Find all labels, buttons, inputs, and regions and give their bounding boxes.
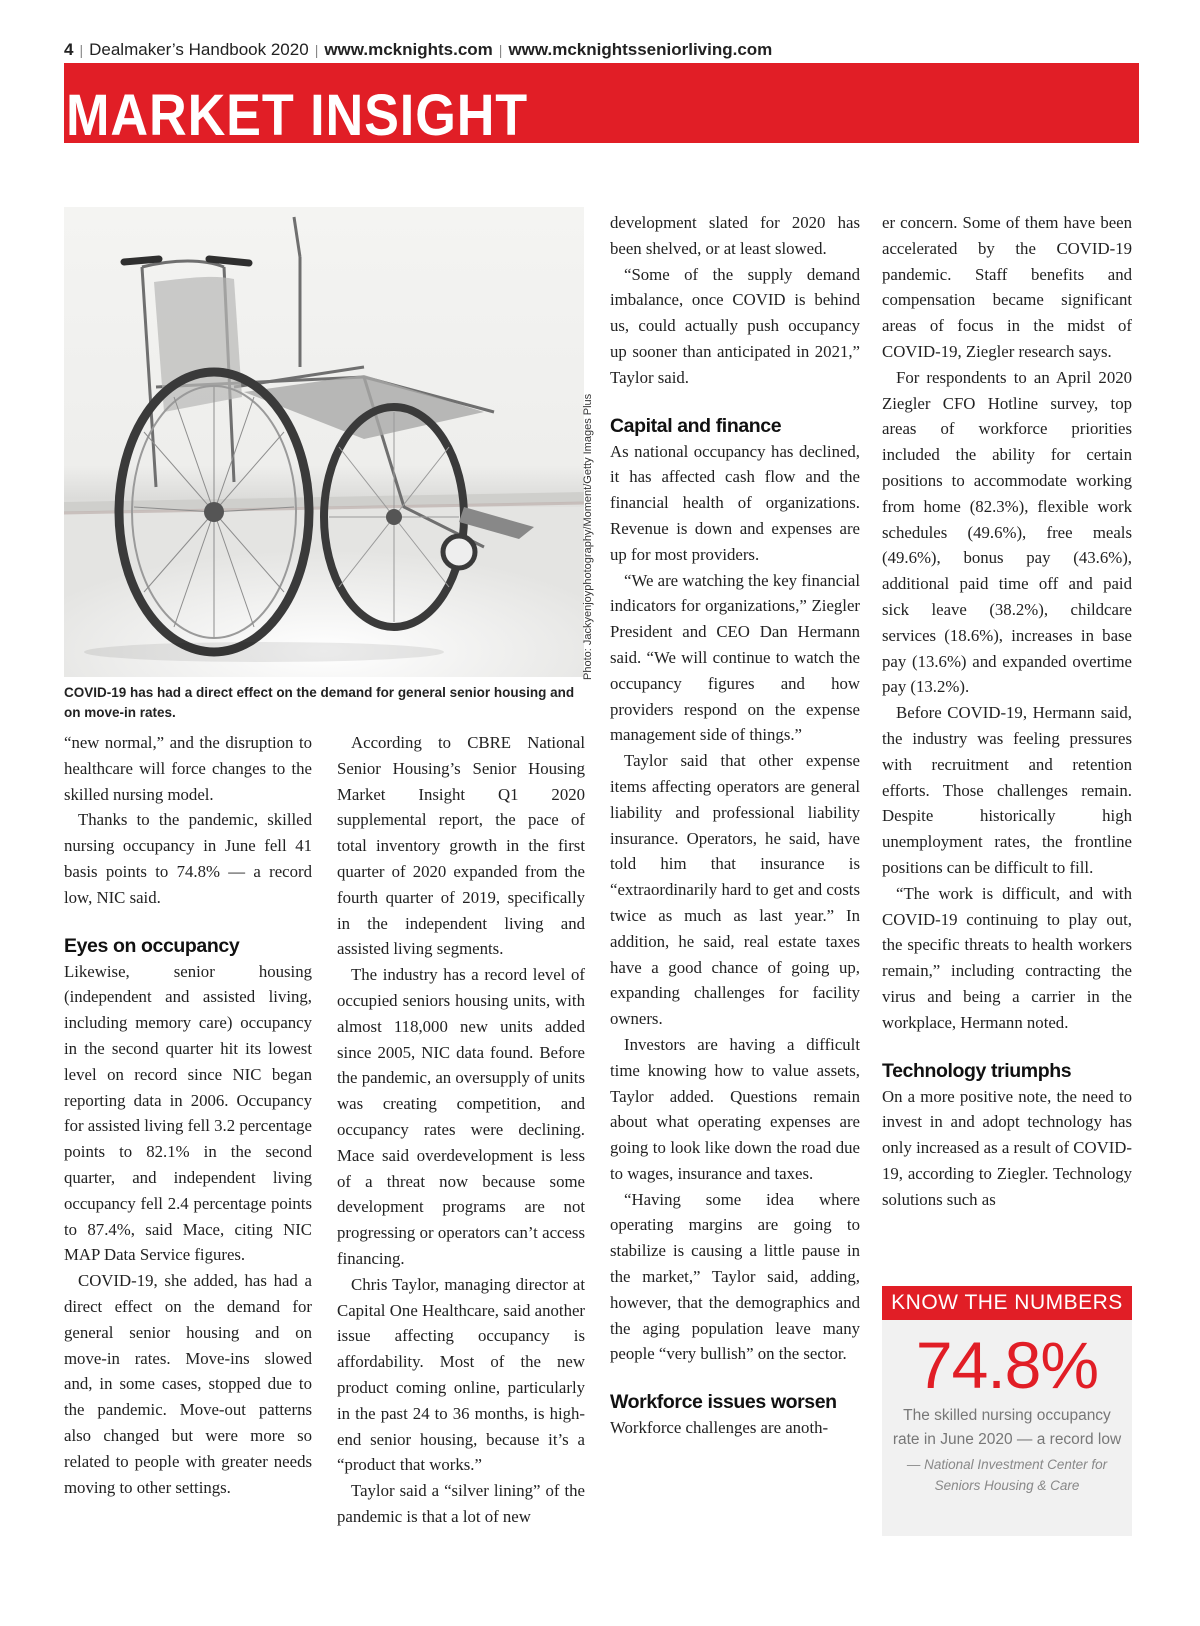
paragraph: er concern. Some of them have been accelerated by the COVID-19 pandemic. Staff benefits and compensation became significant areas of focus in the midst of COVID-19, Ziegler research says. — [882, 213, 1132, 361]
paragraph: The industry has a record level of occupied seniors housing units, with almost 118,000 new units added since 2005, NIC data found. Before the pandemic, an oversupply of units was creating competition, and occupancy rates were declining. Mace said overdevelopment is less of a threat now because some development programs are not progressing or operators can’t access financing. — [337, 965, 585, 1268]
paragraph: For respondents to an April 2020 Ziegler CFO Hotline survey, top areas of workforce priorities included the ability for certain positions to accommodate working from home (82.3%), flexible work schedules (49.6%), free meals (49.6%), bonus pay (43.6%), additional paid time off and paid sick leave (38.2%), childcare services (18.6%), increases in base pay (13.6%) and expanded overtime pay (13.2%). — [882, 367, 1132, 697]
paragraph: development slated for 2020 has been shelved, or at least slowed. — [610, 213, 860, 258]
subhead-eyes-on-occupancy: Eyes on occupancy — [64, 934, 240, 957]
paragraph: Taylor said that other expense items affecting operators are general liability and professional liability insurance. Operators, he said, have told him that insurance is “extraordinarily hard to get and costs twice as much as last year.” In addition, he said, real estate taxes have a good chance of going up, expanding challenges for facility owners. — [610, 751, 860, 1029]
box-heading: KNOW THE NUMBERS — [882, 1286, 1132, 1320]
paragraph: “Having some idea where operating margins are going to stabilize is causing a little pause in the market,” Taylor said, adding, however, that the demographics and the aging population leave many people “very bullish” on the sector. — [610, 1189, 860, 1364]
url-mcknights[interactable]: www.mcknights.com — [324, 40, 493, 59]
publication-name: Dealmaker’s Handbook 2020 — [89, 40, 309, 59]
paragraph: On a more positive note, the need to invest in and adopt technology has only increased as a result of COVID-19, according to Ziegler. Technology solutions such as — [882, 1086, 1132, 1209]
paragraph: According to CBRE National Senior Housing’s Senior Housing Market Insight Q1 2020 supplemental report, the pace of total inventory growth in the first quarter of 2020 expanded from the fourth quarter of 2019, specifically in the independent living and assisted living segments. — [337, 733, 585, 959]
photo-credit: Photo: Jackyenjoyphotography/Moment/Getty Images Plus — [582, 393, 594, 680]
paragraph: “Some of the supply demand imbalance, once COVID is behind us, could actually push occupancy up sooner than anticipated in 2021,” Taylor said. — [610, 264, 860, 387]
paragraph: “new normal,” and the disruption to healthcare will force changes to the skilled nursing model. — [64, 733, 312, 804]
photo-caption: COVID-19 has had a direct effect on the demand for general senior housing and on move-in rates. — [64, 685, 575, 720]
url-mcknights-senior-living[interactable]: www.mcknightsseniorliving.com — [508, 40, 773, 59]
paragraph: COVID-19, she added, has had a direct effect on the demand for general senior housing and on move-in rates. Move-ins slowed and, in some cases, stopped due to the pandemic. Move-out patterns also changed but were more so related to people with greater needs moving to other settings. — [64, 1271, 312, 1497]
paragraph: Taylor said a “silver lining” of the pandemic is that a lot of new — [337, 1481, 585, 1526]
article-column-1 — [64, 730, 312, 1500]
paragraph: Thanks to the pandemic, skilled nursing occupancy in June fell 41 basis points to 74.8% — a record low, NIC said. — [64, 810, 312, 907]
folio-line: 4 | Dealmaker’s Handbook 2020 | www.mcknights.com | www.mcknightsseniorliving.com — [64, 40, 773, 59]
section-title: MARKET INSIGHT — [66, 83, 529, 143]
paragraph: Before COVID-19, Hermann said, the industry was feeling pressures with recruitment and retention efforts. Those challenges remain. Despite historically high unemployment rates, the frontline positions can be difficult to fill. — [882, 703, 1132, 877]
paragraph: As national occupancy has declined, it has affected cash flow and the financial health of organizations. Revenue is down and expenses are up for most providers. — [610, 441, 860, 564]
article-column-2 — [337, 730, 585, 1530]
paragraph: “We are watching the key financial indicators for organizations,” Ziegler President and CEO Dan Hermann said. “We will continue to watch the occupancy figures and how providers respond on the expense management side of things.” — [610, 570, 860, 745]
article-column-4 — [882, 210, 1132, 1212]
paragraph: Investors are having a difficult time knowing how to value assets, Taylor added. Questions remain about what operating expenses are going to look like down the road due to wages, insurance and taxes. — [610, 1034, 860, 1183]
stat-source: — National Investment Center for Seniors Housing & Care — [906, 1457, 1108, 1493]
page-number: 4 — [64, 40, 74, 59]
wheelchair-photo — [64, 207, 584, 677]
stat-description: The skilled nursing occupancy rate in June 2020 — a record low — [892, 1407, 1122, 1448]
subhead-technology-triumphs: Technology triumphs — [882, 1059, 1072, 1082]
paragraph: Chris Taylor, managing director at Capital One Healthcare, said another issue affecting occupancy is affordability. Most of the new product coming online, particularly in the past 24 to 36 months, is high-end senior housing, because it’s a “product that works.” — [337, 1274, 585, 1475]
subhead-capital-and-finance: Capital and finance — [610, 414, 782, 437]
section-banner — [64, 63, 1139, 143]
subhead-workforce-issues: Workforce issues worsen — [610, 1391, 837, 1414]
stat-value: 74.8% — [915, 1328, 1099, 1402]
paragraph: Likewise, senior housing (independent and assisted living, including memory care) occupancy in the second quarter hit its lowest level on record since NIC began reporting data in 2006. Occupancy for assisted living fell 3.2 percentage points to 82.1% in the second quarter, and independent living occupancy fell 2.4 percentage points to 87.4%, said Mace, citing NIC MAP Data Service figures. — [64, 961, 312, 1265]
article-column-3 — [610, 210, 860, 1441]
paragraph: Workforce challenges are anoth- — [610, 1418, 829, 1438]
paragraph: “The work is difficult, and with COVID-19 continuing to play out, the specific threats to health workers remain,” including contracting the virus and being a carrier in the workplace, Hermann noted. — [882, 883, 1132, 1032]
know-the-numbers-box — [882, 1286, 1132, 1536]
